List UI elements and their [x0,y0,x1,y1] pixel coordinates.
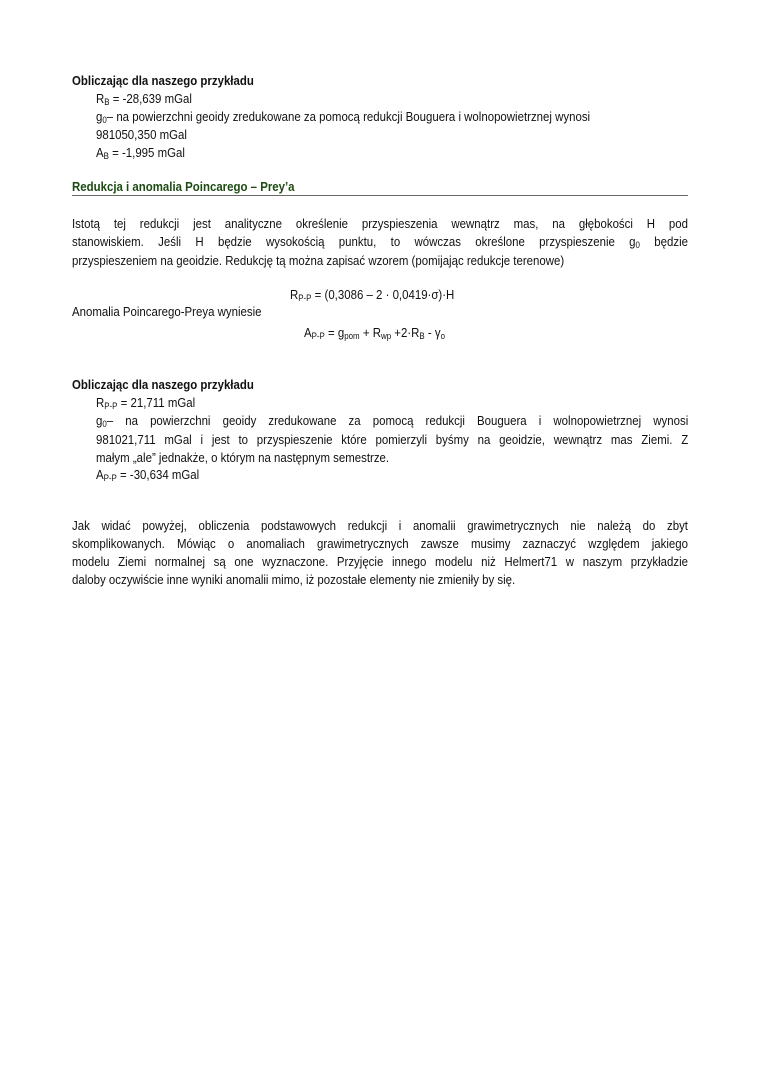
closing-line-2: skomplikowanych. Mówiąc o anomaliach grawimetrycznych zawsze musimy zaznaczyć względem jakiego [72,536,688,551]
f2-g-sub: pom [344,331,360,341]
para-line-3: przyspieszeniem na geoidzie. Redukcję tą można zapisać wzorem (pomijając redukcje terenowe) [72,253,565,268]
f2-gamma-sub: o [440,331,446,341]
closing-paragraph [72,517,688,589]
rpp-symbol: R [96,395,105,410]
f2-r-sub: wp [380,331,392,341]
rb-subscript: B [104,97,110,107]
app-subscript: P-P [103,473,117,483]
block1-ab-line [96,144,185,163]
block2-g0-line3: małym „ale” jednakże, o którym na następnym semestrze. [96,450,390,465]
app-value: = -30,634 mGal [116,467,200,482]
ab-value: = -1,995 mGal [108,145,185,160]
formula1-symbol: R [290,287,299,302]
formula1-rest: = (0,3086 – 2 · 0,0419·σ)·H [311,287,455,302]
block2-g0-line2: 981021,711 mGal i jest to przyspieszenie które pomierzyli byśmy na geoidzie, wewnątrz mas Ziemi. Z [96,432,689,447]
para-line-1: Istotą tej redukcji jest analityczne określenie przyspieszenia wewnątrz mas, na głębokości H pod [72,216,688,231]
g0-subscript: 0 [102,115,107,125]
block2-heading: Obliczając dla naszego przykładu [72,377,254,392]
rb-symbol: R [96,91,105,106]
section-title: Redukcja i anomalia Poincarego – Prey’a [72,179,295,194]
rpp-subscript: P-P [104,401,118,411]
section-paragraph [72,215,688,270]
ab-subscript: B [103,151,109,161]
formula-app [304,324,445,343]
block2-rpp-line [96,394,195,413]
f2-rb-sub: B [419,331,425,341]
para-line-2-end: będzie [654,234,688,249]
para-line-2-text: stanowiskiem. Jeśli H będzie wysokością punktu, to wówczas określone przyspieszenie g [72,234,636,249]
block1-heading: Obliczając dla naszego przykładu [72,73,254,88]
app-symbol: A [96,467,104,482]
anomaly-label: Anomalia Poincarego-Preya wyniesie [72,304,262,319]
f2-eq: = g [324,325,345,340]
closing-line-3: modelu Ziemi normalnej są one wyznaczone. Przyjęcie innego modelu niż Helmert71 w naszym przykładzie [72,554,688,569]
block1-g0-line2: 981050,350 mGal [96,127,187,142]
f2-a-sub: P-P [311,331,325,341]
closing-line-4: daloby oczywiście inne wyniki anomalii mimo, iż pozostałe elementy nie zmieniły by się. [72,572,516,587]
block2-g0-subscript: 0 [102,419,107,429]
rb-value: = -28,639 mGal [109,91,192,106]
block2-g0-line1 [96,412,688,431]
block1-rb-line [96,90,192,109]
g0-symbol: g [96,109,103,124]
formula1-subscript: P-P [298,293,312,303]
block2-g0-paragraph [96,412,688,467]
para-line-2 [72,233,688,252]
block1-g0-line1 [96,108,590,127]
block2-g0-text: – na powierzchni geoidy zredukowane za pomocą redukcji Bouguera i wolnopowietrznej wynosi [106,413,689,428]
para-g-subscript: 0 [635,240,640,250]
f2-end: - γ [424,325,441,340]
block2-g0-symbol: g [96,413,103,428]
g0-text: – na powierzchni geoidy zredukowane za pomocą redukcji Bouguera i wolnopowietrznej wynosi [106,109,591,124]
formula-rpp [290,286,454,305]
section-rule [72,195,688,196]
f2-tail: +2·R [391,325,420,340]
f2-a: A [304,325,312,340]
closing-line-1: Jak widać powyżej, obliczenia podstawowych redukcji i anomalii grawimetrycznych nie należą do zbyt [72,518,688,533]
ab-symbol: A [96,145,104,160]
rpp-value: = 21,711 mGal [117,395,196,410]
f2-plus: + R [359,325,381,340]
block2-app-line [96,466,199,485]
